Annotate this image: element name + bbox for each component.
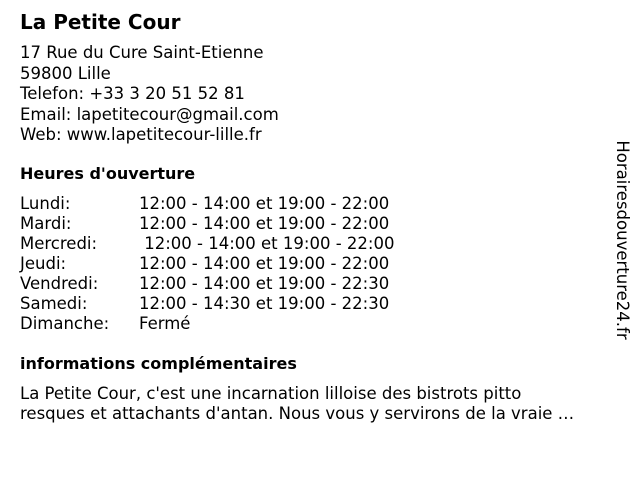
info-heading: informations complémentaires (20, 354, 297, 373)
city-address: 59800 Lille (20, 63, 111, 83)
hours-time: 12:00 - 14:00 et 19:00 - 22:00 (139, 214, 390, 233)
hours-day: Mercredi: (20, 234, 98, 253)
hours-day: Dimanche: (20, 314, 110, 333)
description-text (20, 384, 620, 424)
watermark-text: Horairesdouverture24.fr (613, 140, 632, 340)
description-line: resques et attachants d'antan. Nous vous y servirons de la vraie … (20, 404, 575, 423)
hours-day: Lundi: (20, 194, 71, 213)
hours-time: 12:00 - 14:00 et 19:00 - 22:00 (139, 194, 390, 213)
hours-time: Fermé (139, 314, 191, 333)
hours-time: 12:00 - 14:00 et 19:00 - 22:30 (139, 274, 390, 293)
hours-time: 12:00 - 14:00 et 19:00 - 22:00 (139, 234, 395, 253)
hours-time: 12:00 - 14:00 et 19:00 - 22:00 (139, 254, 390, 273)
description-line: La Petite Cour, c'est une incarnation lilloise des bistrots pitto (20, 384, 522, 403)
hours-time: 12:00 - 14:30 et 19:00 - 22:30 (139, 294, 390, 313)
email-address: Email: lapetitecour@gmail.com (20, 104, 279, 124)
business-name: La Petite Cour (20, 10, 181, 34)
hours-day: Vendredi: (20, 274, 99, 293)
contact-block (20, 43, 279, 146)
hours-day: Samedi: (20, 294, 88, 313)
street-address: 17 Rue du Cure Saint-Etienne (20, 43, 264, 62)
phone-number: Telefon: +33 3 20 51 52 81 (20, 84, 245, 103)
hours-day: Mardi: (20, 214, 72, 233)
hours-day: Jeudi: (20, 254, 67, 273)
hours-heading: Heures d'ouverture (20, 164, 196, 183)
website: Web: www.lapetitecour-lille.fr (20, 125, 262, 144)
